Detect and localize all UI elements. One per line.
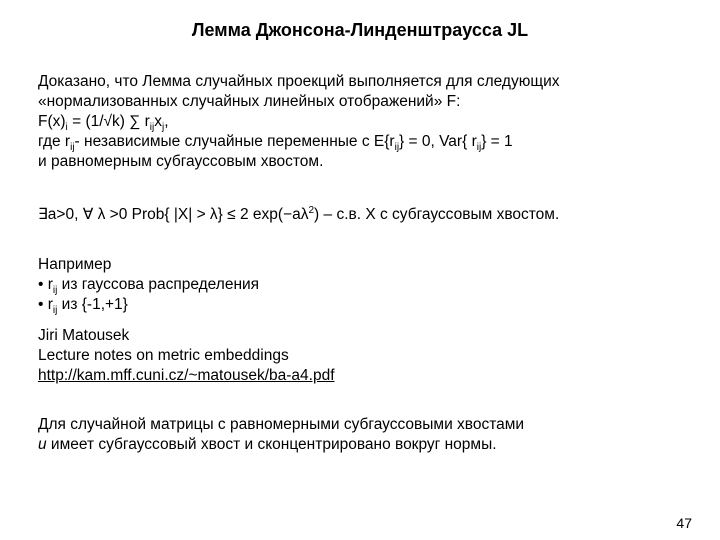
text-line: Например <box>38 256 112 273</box>
text-line: и равномерным субгауссовым хвостом. <box>38 153 324 170</box>
paragraph-conclusion <box>38 415 698 455</box>
text-line: где $r_{ij}-$ независимые случайные переменные с $E\{r_{ij}\} = 0$, Var{ $r_{ij}\} = 1$ <box>38 133 513 153</box>
list-item: • $r_{ij}$ из гауссова распределения <box>38 276 260 296</box>
text-line: u имеет субгауссовый хвост и сконцентрировано вокруг нормы. <box>38 436 497 453</box>
reference-title: Lecture notes on metric embeddings <box>38 347 289 364</box>
formula-line: $F(x)_i = (1/√k)$ ∑ $r_{ij}x_j$, <box>38 113 169 133</box>
text-line: Доказано, что Лемма случайных проекций выполняется для следующих <box>38 73 560 90</box>
paragraph-definition <box>38 72 698 172</box>
list-item: • $r_{ij}$ из {-1,+1} <box>38 296 128 316</box>
paragraph-subgaussian <box>38 205 698 225</box>
page-number: 47 <box>676 515 692 531</box>
text-line: Для случайной матрицы с равномерными субгауссовыми хвостами <box>38 416 525 433</box>
paragraph-reference <box>38 326 698 386</box>
author: Jiri Matousek <box>38 327 130 344</box>
text-line: «нормализованных случайных линейных отображений» F: <box>38 93 461 110</box>
reference-link[interactable]: http://kam.mff.cuni.cz/~matousek/ba-a4.pdf <box>38 367 335 384</box>
slide-title: Лемма Джонсона-Линденштраусса JL <box>191 20 529 40</box>
paragraph-examples <box>38 255 698 315</box>
formula-line: ∃a>0, ∀ λ >0 Prob{ |X| > λ} ≤ 2 $\exp(-a\lambda^2) - с.в$. X с субгауссовым хвостом. <box>38 205 560 223</box>
